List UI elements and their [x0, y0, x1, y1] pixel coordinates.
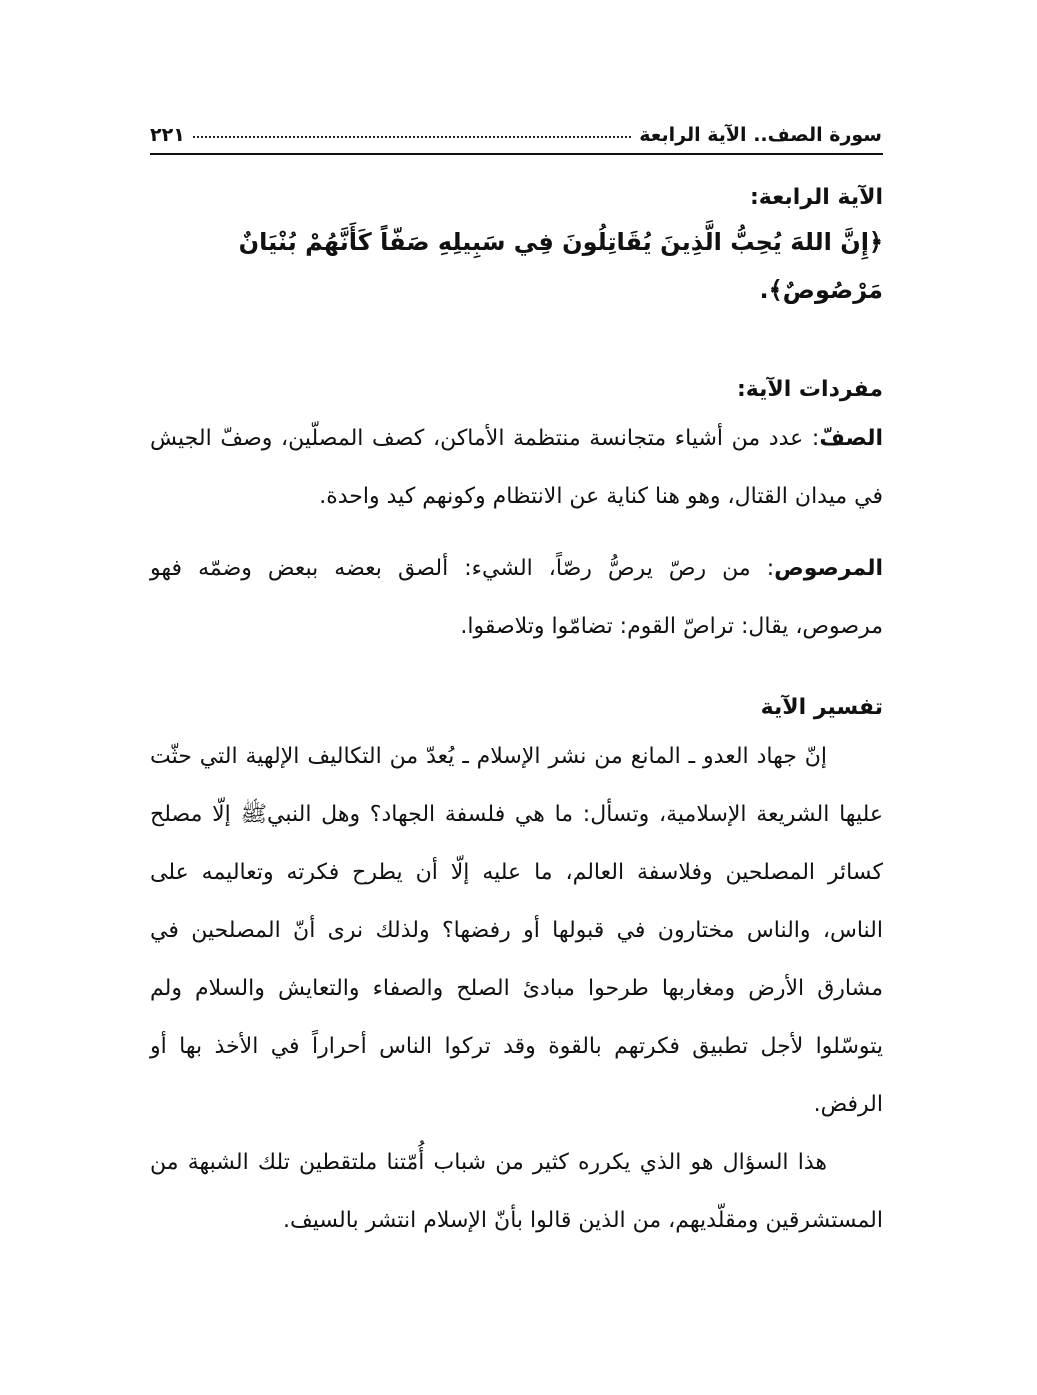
vocabulary-term: الصفّ: [819, 426, 883, 451]
vocabulary-term: المرصوص: [774, 556, 883, 581]
tafsir-heading: تفسير الآية: [760, 695, 883, 720]
vocabulary-definition: : من رصّ يرصُّ رصّاً، الشيء: ألصق بعضه ببعض وضمّه فهو مرصوص، يقال: تراصّ القوم: تضامّوا وتلاصقوا.: [150, 556, 883, 639]
quran-verse: ﴿إِنَّ اللهَ يُحِبُّ الَّذِينَ يُقَاتِلُونَ فِي سَبِيلِهِ صَفّاً كَأَنَّهُمْ بُنْيَانٌ مَرْصُوصٌ﴾.: [238, 228, 883, 304]
vocabulary-definition: : عدد من أشياء متجانسة منتظمة الأماكن، كصف المصلّين، وصفّ الجيش في ميدان القتال، وهو هنا كناية عن الانتظام وكونهم كيد واحدة.: [150, 426, 883, 509]
spacer: [150, 656, 883, 688]
header-dot-leader: [193, 136, 631, 138]
vocabulary-heading: مفردات الآية:: [736, 377, 883, 402]
verse-heading: الآية الرابعة:: [749, 185, 883, 210]
vocabulary-entry: [150, 540, 883, 656]
tafsir-paragraph: هذا السؤال هو الذي يكرره كثير من شباب أُمّتنا ملتقطين تلك الشبهة من المستشرقين ومقلّديهم، من الذين قالوا بأنّ الإسلام انتشر بالسيف.: [150, 1150, 883, 1233]
tafsir-paragraph: إنّ جهاد العدو ـ المانع من نشر الإسلام ـ يُعدّ من التكاليف الإلهية التي حثّت عليها الشريعة الإسلامية، وتسأل: ما هي فلسفة الجهاد؟ وهل النبيﷺ إلّا مصلح كسائر المصلحين وفلاسفة العالم، ما عليه إلّا أن يطرح فكرته وتعاليمه على الناس، والناس مختارون في قبولها أو رفضها؟ ولذلك نرى أنّ المصلحين في مشارق الأرض ومغاربها طرحوا مبادئ الصلح والصفاء والتعايش والسلام ولم يتوسّلوا لأجل تطبيق فكرتهم بالقوة وقد تركوا الناس أحراراً في الأخذ بها أو الرفض.: [150, 744, 883, 1117]
spacer: [150, 526, 883, 540]
page-body: [150, 178, 883, 1250]
page-number: ٢٢١: [150, 124, 185, 146]
header-title: سورة الصف.. الآية الرابعة: [639, 124, 882, 146]
running-header: [150, 112, 882, 146]
vocabulary-entry: [150, 410, 883, 526]
header-rule: [150, 153, 883, 155]
spacer: [150, 356, 883, 370]
